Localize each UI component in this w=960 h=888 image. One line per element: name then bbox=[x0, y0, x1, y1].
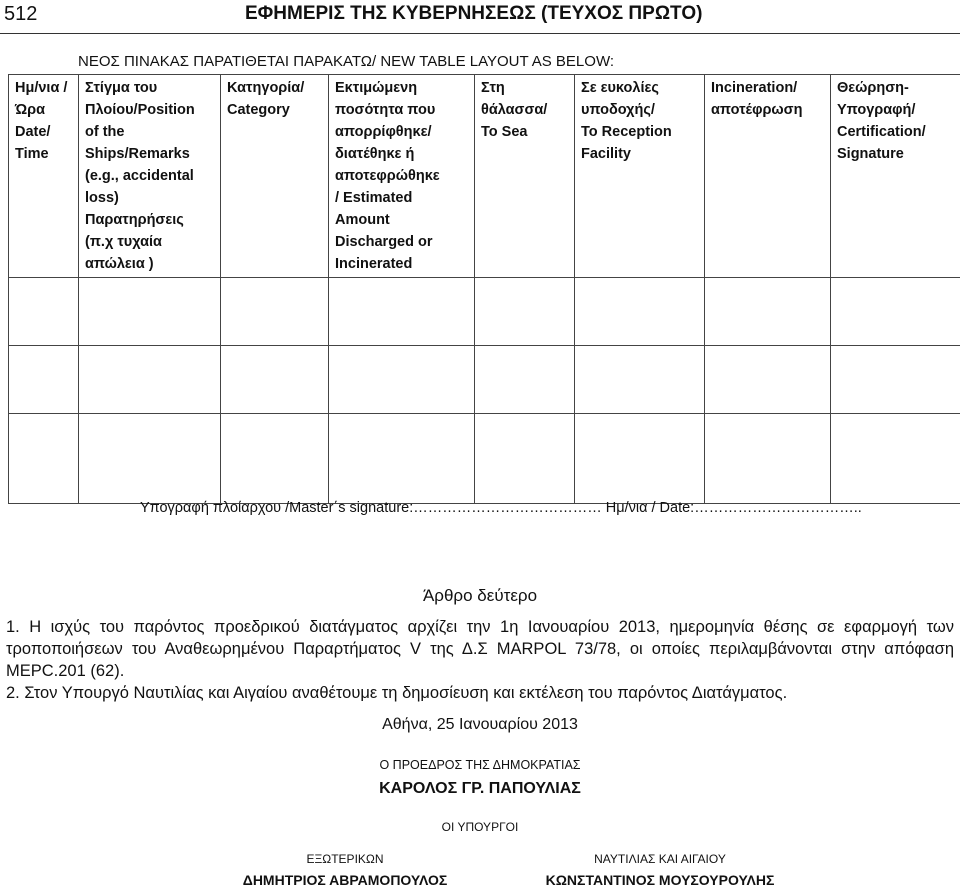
table-cell[interactable] bbox=[705, 414, 831, 504]
master-signature-line: Υπογραφή πλοίαρχου /Master΄s signature:………………………………… Ημ/νια / Date:…………………………….. bbox=[140, 500, 862, 516]
table-cell[interactable] bbox=[329, 414, 475, 504]
col-incineration: Incineration/ αποτέφρωση bbox=[705, 75, 831, 278]
table-cell[interactable] bbox=[831, 414, 960, 504]
col-to-sea: Στη θάλασσα/ To Sea bbox=[475, 75, 575, 278]
col-date-time: Ημ/νια / Ώρα Date/ Time bbox=[9, 75, 79, 278]
article-paragraph-2: 2. Στον Υπουργό Ναυτιλίας και Αιγαίου αναθέτουμε τη δημοσίευση και εκτέλεση του παρόντος Διατάγματος. bbox=[6, 684, 788, 702]
table-cell[interactable] bbox=[705, 346, 831, 414]
president-title: Ο ΠΡΟΕΔΡΟΣ ΤΗΣ ΔΗΜΟΚΡΑΤΙΑΣ bbox=[379, 758, 581, 772]
col-category: Κατηγορία/ Category bbox=[221, 75, 329, 278]
table-cell[interactable] bbox=[221, 346, 329, 414]
gazette-title: ΕΦΗΜΕΡΙΣ ΤΗΣ ΚΥΒΕΡΝΗΣΕΩΣ (ΤΕΥΧΟΣ ΠΡΩΤΟ) bbox=[245, 3, 703, 24]
ministers-label: ΟΙ ΥΠΟΥΡΓΟΙ bbox=[441, 820, 519, 834]
date-place: Αθήνα, 25 Ιανουαρίου 2013 bbox=[382, 716, 578, 733]
table-cell[interactable] bbox=[329, 278, 475, 346]
table-cell[interactable] bbox=[9, 278, 79, 346]
table-cell[interactable] bbox=[221, 414, 329, 504]
header-rule bbox=[0, 33, 960, 34]
table-cell[interactable] bbox=[475, 346, 575, 414]
table-cell[interactable] bbox=[831, 278, 960, 346]
table-row bbox=[9, 278, 960, 346]
table-cell[interactable] bbox=[575, 414, 705, 504]
table-cell[interactable] bbox=[575, 346, 705, 414]
table-cell[interactable] bbox=[9, 346, 79, 414]
table-caption: ΝΕΟΣ ΠΙΝΑΚΑΣ ΠΑΡΑΤΙΘΕΤΑΙ ΠΑΡΑΚΑΤΩ/ NEW TABLE LAYOUT AS BELOW: bbox=[78, 53, 615, 70]
table-cell[interactable] bbox=[475, 414, 575, 504]
table-cell[interactable] bbox=[9, 414, 79, 504]
table-cell[interactable] bbox=[221, 278, 329, 346]
article-paragraph-1: 1. Η ισχύς του παρόντος προεδρικού διατάγματος αρχίζει την 1η Ιανουαρίου 2013, ημερομηνία θέσης σε εφαρμογή των τροποποιήσεων του Αναθεωρημένου Παραρτήματος V της Δ.Σ MARPOL 73/78, οι οποίες περιλαμβάνονται στην απόφαση MEPC.201 (62). bbox=[6, 618, 954, 680]
article-title: Άρθρο δεύτερο bbox=[422, 586, 538, 605]
table-header-row bbox=[9, 75, 960, 278]
col-to-reception-facility: Σε ευκολίες υποδοχής/ To Reception Facility bbox=[575, 75, 705, 278]
president-name: ΚΑΡΟΛΟΣ ΓΡ. ΠΑΠΟΥΛΙΑΣ bbox=[379, 780, 581, 797]
table-cell[interactable] bbox=[79, 414, 221, 504]
minister-name: ΔΗΜΗΤΡΙΟΣ ΑΒΡΑΜΟΠΟΥΛΟΣ bbox=[242, 872, 448, 888]
minister-name: ΚΩΝΣΤΑΝΤΙΝΟΣ ΜΟΥΣΟΥΡΟΥΛΗΣ bbox=[545, 872, 775, 888]
col-estimated-amount: Εκτιμώμενη ποσότητα που απορρίφθηκε/ διατέθηκε ή αποτεφρώθηκε / Estimated Amount Discharged or Incinerated bbox=[329, 75, 475, 278]
col-position-remarks: Στίγμα του Πλοίου/Position of the Ships/Remarks (e.g., accidental loss) Παρατηρήσεις (π.χ τυχαία απώλεια ) bbox=[79, 75, 221, 278]
page-number: 512 bbox=[4, 3, 38, 25]
table-cell[interactable] bbox=[329, 346, 475, 414]
minister-role: ΕΞΩΤΕΡΙΚΩΝ bbox=[306, 852, 384, 866]
garbage-record-table bbox=[8, 74, 960, 504]
page-header bbox=[0, 0, 960, 36]
table-cell[interactable] bbox=[831, 346, 960, 414]
table-row bbox=[9, 346, 960, 414]
col-certification-signature: Θεώρηση- Υπογραφή/ Certification/ Signature bbox=[831, 75, 960, 278]
table-cell[interactable] bbox=[79, 278, 221, 346]
table-cell[interactable] bbox=[705, 278, 831, 346]
table-row bbox=[9, 414, 960, 504]
table-cell[interactable] bbox=[79, 346, 221, 414]
minister-role: ΝΑΥΤΙΛΙΑΣ ΚΑΙ ΑΙΓΑΙΟΥ bbox=[594, 852, 726, 866]
table-cell[interactable] bbox=[475, 278, 575, 346]
table-cell[interactable] bbox=[575, 278, 705, 346]
